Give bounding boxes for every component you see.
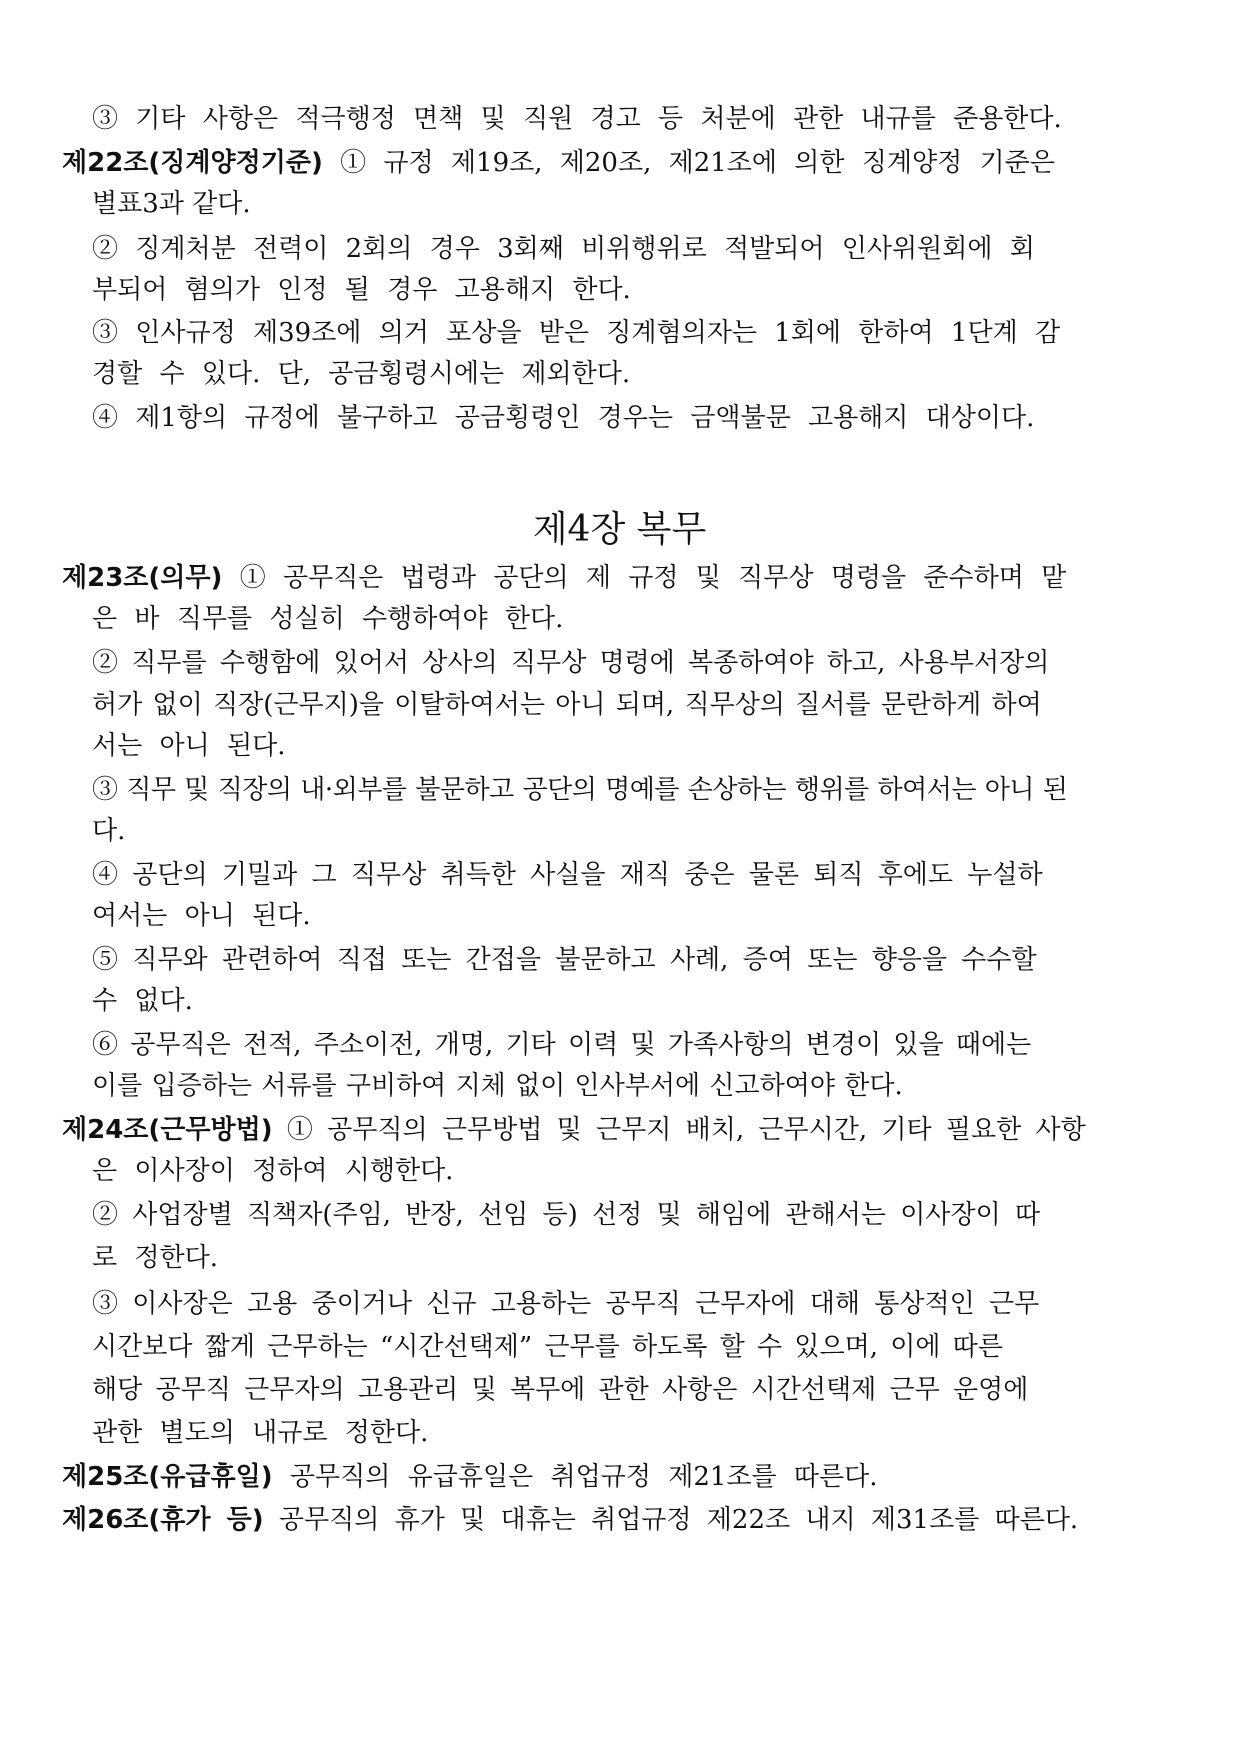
article-23-paragraph-5-line-2: 수 없다. — [92, 986, 193, 1016]
article-23-paragraph-3-line-1: ③ 직무 및 직장의 내·외부를 불문하고 공단의 명예를 손상하는 행위를 하여서는 아니 된 — [92, 775, 1068, 805]
article-22-paragraph-1-text: ① 규정 제19조, 제20조, 제21조에 의한 징계양정 기준은 — [340, 148, 1055, 178]
article-25-text: 공무직의 유급휴일은 취업규정 제21조를 따른다. — [289, 1462, 878, 1492]
article-24-paragraph-3-line-4: 관한 별도의 내규로 정한다. — [92, 1418, 429, 1448]
article-23-line-2: 은 바 직무를 성실히 수행하여야 한다. — [92, 604, 564, 634]
article-22-paragraph-4: ④ 제1항의 규정에 불구하고 공금횡령인 경우는 금액불문 고용해지 대상이다. — [92, 403, 1035, 433]
article-25 — [62, 1464, 878, 1490]
article-24-paragraph-1-text: ① 공무직의 근무방법 및 근무지 배치, 근무시간, 기타 필요한 사항 — [286, 1115, 1086, 1145]
article-23-paragraph-5-line-1: ⑤ 직무와 관련하여 직접 또는 간접을 불문하고 사례, 증여 또는 향응을 수수할 — [92, 945, 1037, 975]
article-23-paragraph-3-line-2: 다. — [92, 816, 126, 846]
article-24-paragraph-2-line-1: ② 사업장별 직책자(주임, 반장, 선임 등) 선정 및 해임에 관해서는 이사장이 따 — [92, 1200, 1041, 1230]
article-24-line-2: 은 이사장이 정하여 시행한다. — [92, 1156, 454, 1186]
article-26 — [62, 1507, 1078, 1533]
article-25-heading: 제25조(유급휴일) — [62, 1462, 273, 1492]
article-23-paragraph-6-line-1: ⑥ 공무직은 전적, 주소이전, 개명, 기타 이력 및 가족사항의 변경이 있을 때에는 — [92, 1030, 1032, 1060]
article-22-paragraph-2-line-1: ② 징계처분 전력이 2회의 경우 3회째 비위행위로 적발되어 인사위원회에 회 — [92, 234, 1035, 264]
article-26-text: 공무직의 휴가 및 대휴는 취업규정 제22조 내지 제31조를 따른다. — [278, 1505, 1079, 1535]
article-24-paragraph-2-line-2: 로 정한다. — [92, 1243, 218, 1273]
article-23-paragraph-1-text: ① 공무직은 법령과 공단의 제 규정 및 직무상 명령을 준수하며 맡 — [239, 563, 1067, 593]
article-22-paragraph-3-line-1: ③ 인사규정 제39조에 의거 포상을 받은 징계혐의자는 1회에 한하여 1단계 감 — [92, 318, 1061, 348]
article-23-paragraph-2-line-2: 허가 없이 직장(근무지)을 이탈하여서는 아니 되며, 직무상의 질서를 문란하게 하여 — [92, 690, 1042, 720]
article-26-heading: 제26조(휴가 등) — [62, 1505, 264, 1535]
article-23-line-1 — [62, 565, 1066, 591]
article-23-paragraph-2-line-1: ② 직무를 수행함에 있어서 상사의 직무상 명령에 복종하여야 하고, 사용부서장의 — [92, 648, 1050, 678]
article-23-heading: 제23조(의무) — [62, 563, 223, 593]
article-24-paragraph-3-line-3: 해당 공무직 근무자의 고용관리 및 복무에 관한 사항은 시간선택제 근무 운영에 — [92, 1375, 1029, 1405]
article-23-paragraph-2-line-3: 서는 아니 된다. — [92, 731, 286, 761]
article-24-line-1 — [62, 1117, 1086, 1143]
article-23-paragraph-4-line-1: ④ 공단의 기밀과 그 직무상 취득한 사실을 재직 중은 물론 퇴직 후에도 누설하 — [92, 860, 1043, 890]
article-24-heading: 제24조(근무방법) — [62, 1115, 273, 1145]
article-22-heading: 제22조(징계양정기준) — [62, 148, 323, 178]
article-23-paragraph-4-line-2: 여서는 아니 된다. — [92, 901, 311, 931]
article-22-paragraph-2-line-2: 부되어 혐의가 인정 될 경우 고용해지 한다. — [92, 275, 631, 305]
article-24-paragraph-3-line-1: ③ 이사장은 고용 중이거나 신규 고용하는 공무직 근무자에 대해 통상적인 근무 — [92, 1289, 1040, 1319]
article-22-line-1 — [62, 150, 1055, 176]
article-22-paragraph-3-line-2: 경할 수 있다. 단, 공금횡령시에는 제외한다. — [92, 359, 631, 389]
article-21-paragraph-3: ③ 기타 사항은 적극행정 면책 및 직원 경고 등 처분에 관한 내규를 준용한다. — [92, 104, 1062, 134]
article-22-line-2: 별표3과 같다. — [92, 189, 251, 219]
chapter-title: 제4장 복무 — [532, 509, 707, 550]
article-24-paragraph-3-line-2: 시간보다 짧게 근무하는 “시간선택제” 근무를 하도록 할 수 있으며, 이에 따른 — [92, 1332, 1003, 1362]
article-23-paragraph-6-line-2: 이를 입증하는 서류를 구비하여 지체 없이 인사부서에 신고하여야 한다. — [92, 1071, 903, 1101]
